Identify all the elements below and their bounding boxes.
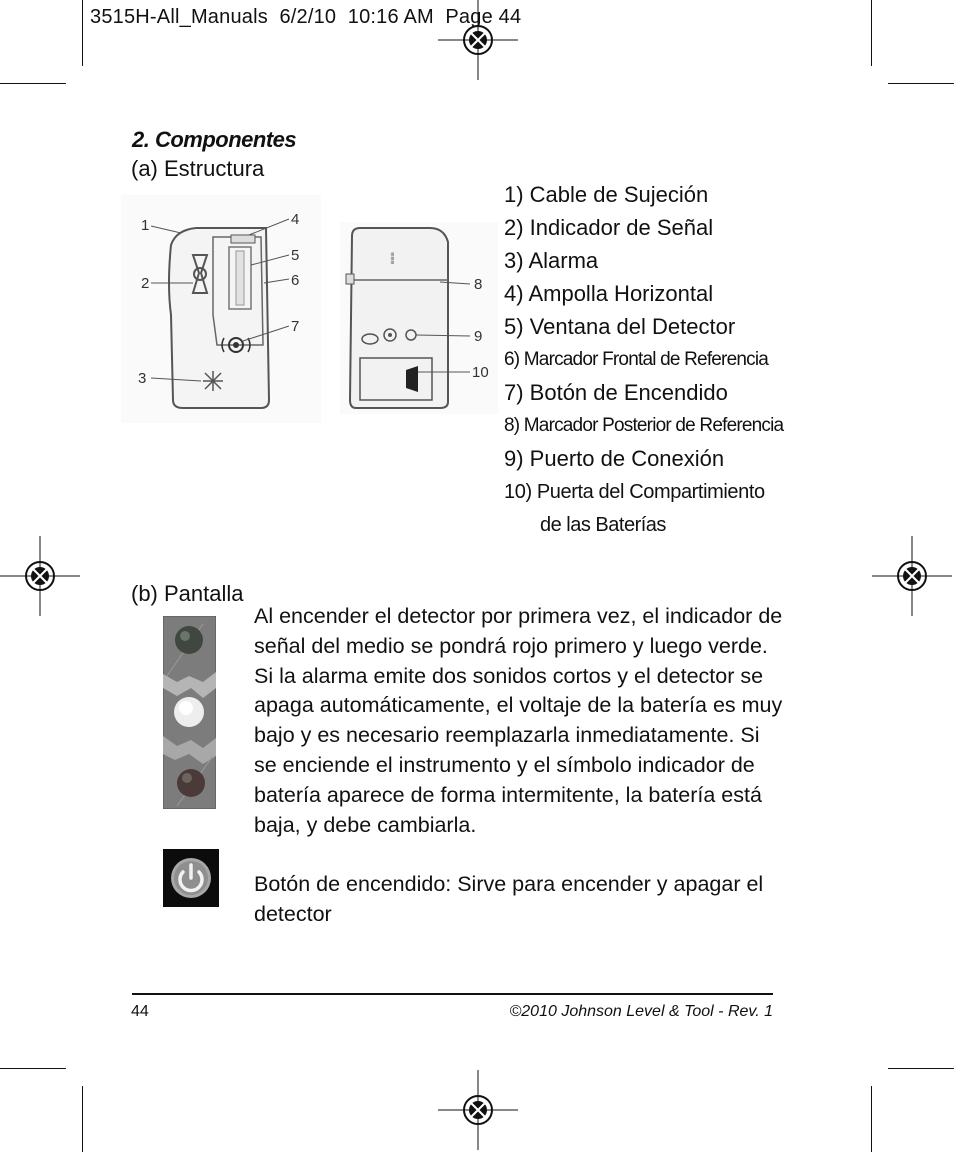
list-item: 7) Botón de Encendido [504,380,728,405]
callout-5: 5 [291,247,300,264]
callout-1: 1 [141,217,150,234]
callout-4: 4 [291,211,300,228]
footer-rule [132,993,773,995]
crop-mark [0,83,66,84]
list-item: 5) Ventana del Detector [504,314,736,339]
crop-mark [888,1068,954,1069]
registration-mark-icon [438,1070,518,1150]
section-a-label: (a) Estructura [131,156,265,181]
registration-mark-icon [0,536,80,616]
power-button-description: Botón de encendido: Sirve para encender y apagar el detector [254,872,764,926]
signal-display-icon [163,616,216,809]
copyright: ©2010 Johnson Level & Tool - Rev. 1 [509,1003,773,1020]
print-slug: 3515H-All_Manuals 6/2/10 10:16 AM Page 44 [90,6,522,28]
list-item: 2) Indicador de Señal [504,215,714,240]
callout-2: 2 [141,275,150,292]
list-item: 3) Alarma [504,248,599,273]
detector-back-diagram [340,222,498,414]
crop-mark [82,0,83,66]
list-item: 8) Marcador Posterior de Referencia [504,415,784,436]
callout-10: 10 [472,364,489,381]
callout-3: 3 [138,370,147,387]
list-item: 1) Cable de Sujeción [504,182,709,207]
callout-9: 9 [474,328,483,345]
list-item: 6) Marcador Frontal de Referencia [504,349,769,370]
detector-front-diagram [121,195,321,423]
registration-mark-icon [872,536,952,616]
list-item: 4) Ampolla Horizontal [504,281,714,306]
component-list [504,180,783,543]
crop-mark [0,1068,66,1069]
svg-text:≡≡≡: ≡≡≡ [388,252,395,265]
list-item: 9) Puerto de Conexión [504,446,725,471]
list-item-continuation: de las Baterías [540,514,666,536]
callout-6: 6 [291,272,300,289]
crop-mark [871,0,872,66]
crop-mark [888,83,954,84]
list-item: 10) Puerta del Compartimiento [504,481,765,503]
crop-mark [871,1086,872,1152]
crop-mark [82,1086,83,1152]
section-heading: 2. Componentes [132,127,297,152]
power-button-icon [163,849,219,907]
section-b-label: (b) Pantalla [131,581,244,606]
page-number: 44 [131,1003,149,1020]
callout-7: 7 [291,318,300,335]
display-description: Al encender el detector por primera vez, el indicador de señal del medio se pondrá rojo primero y luego verde. Si la alarma emite dos sonidos cortos y el detector se apaga automáticamente, el voltaje de la batería es muy bajo y es necesario reemplazarla inmediatamente. Si se enciende el instrumento y el símbolo indicador de batería aparece de forma intermitente, la batería está baja, y debe cambiarla. [254,604,783,837]
callout-8: 8 [474,276,483,293]
